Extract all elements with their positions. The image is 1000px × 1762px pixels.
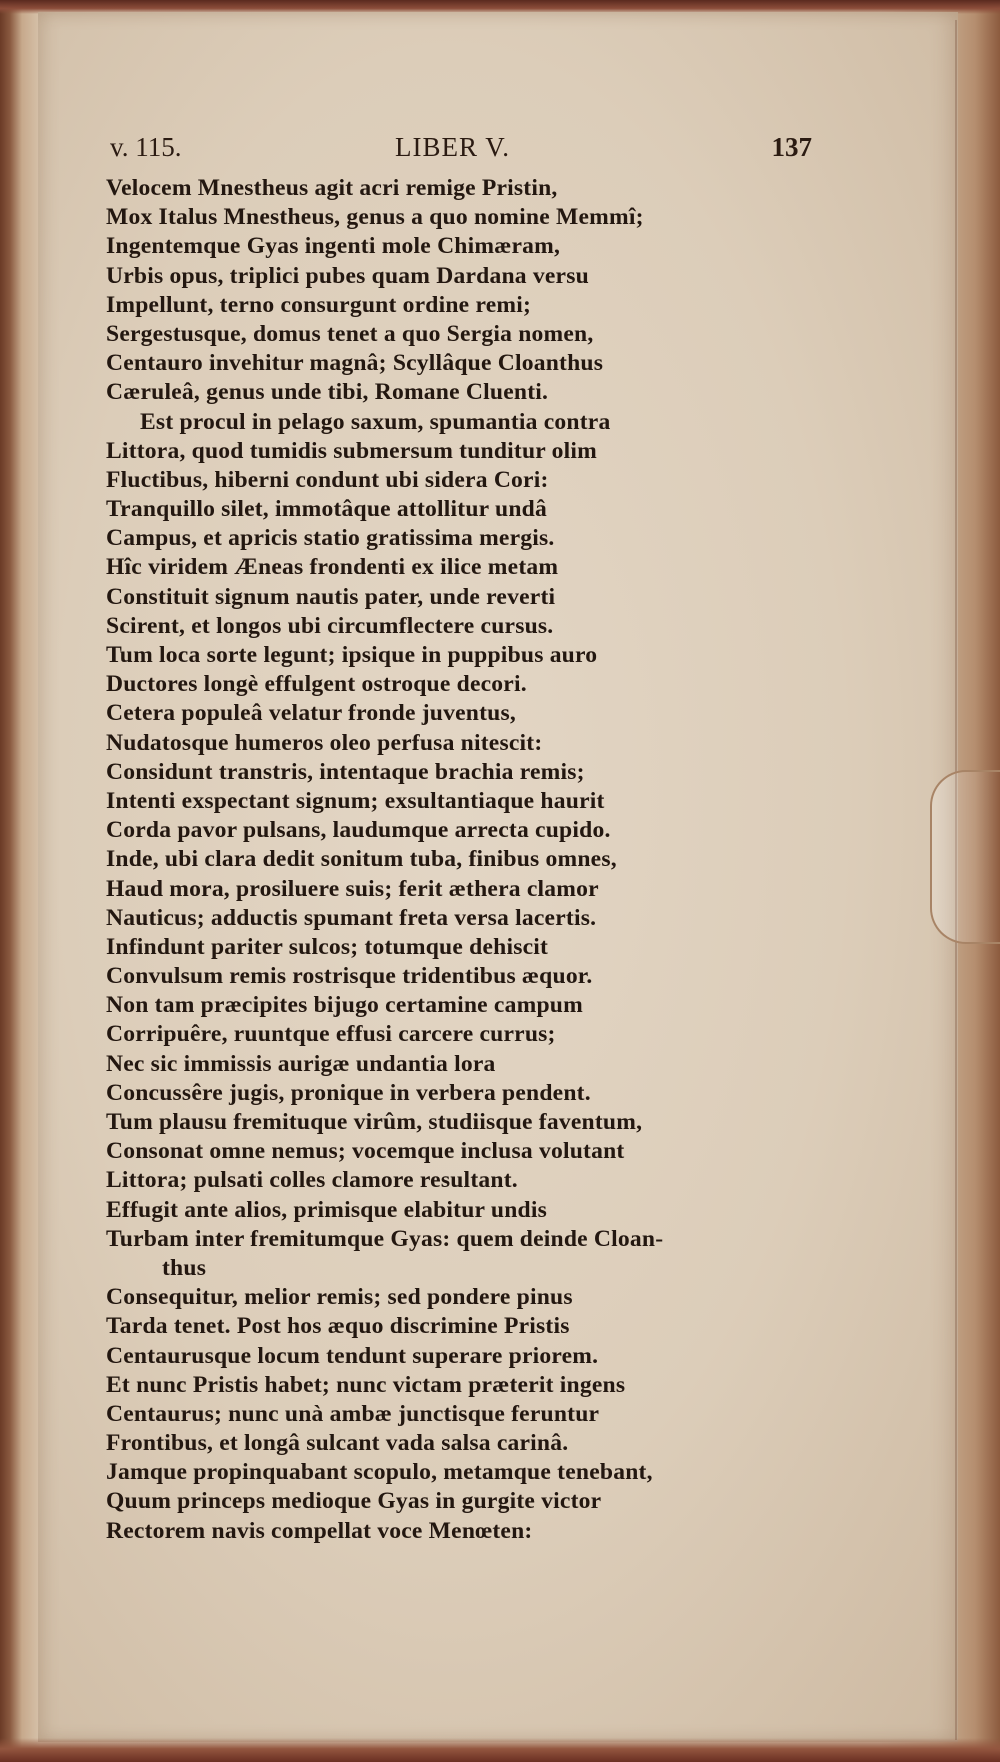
verse-line: Impellunt, terno consurgunt ordine remi;	[106, 291, 532, 318]
verse-line: Turbam inter fremitumque Gyas: quem deinde Cloan-	[106, 1225, 664, 1252]
verse-line: Rectorem navis compellat voce Menœten:	[106, 1517, 533, 1544]
verse-line: Urbis opus, triplici pubes quam Dardana versu	[106, 262, 589, 289]
verse-line: Tarda tenet. Post hos æquo discrimine Pristis	[106, 1313, 570, 1340]
verse-line: Sergestusque, domus tenet a quo Sergia nomen,	[106, 320, 594, 347]
verse-line: Corripuêre, ruuntque effusi carcere currus;	[106, 1021, 556, 1048]
verse-line: Tum loca sorte legunt; ipsique in puppibus auro	[106, 642, 598, 668]
verse-line: Consequitur, melior remis; sed pondere pinus	[106, 1284, 573, 1311]
verse-line: Consonat omne nemus; vocemque inclusa volutant	[106, 1138, 625, 1165]
verse-line: Constituit signum nautis pater, unde reverti	[106, 583, 556, 610]
book-title: LIBER V.	[395, 132, 511, 162]
verse-line: Campus, et apricis statio gratissima mergis.	[106, 525, 555, 552]
verse-line: Non tam præcipites bijugo certamine campum	[106, 992, 583, 1019]
verse-line: Jamque propinquabant scopulo, metamque tenebant,	[106, 1459, 653, 1486]
verse-line: Velocem Mnestheus agit acri remige Pristin,	[106, 175, 558, 201]
verse-line: Est procul in pelago saxum, spumantia contra	[140, 408, 611, 435]
page-tab-mark	[930, 770, 1000, 944]
verse-line: Centaurus; nunc unà ambæ junctisque feruntur	[106, 1400, 600, 1427]
verse-line: Intenti exspectant signum; exsultantiaque haurit	[106, 787, 605, 814]
verse-line: Nec sic immissis aurigæ undantia lora	[106, 1050, 496, 1077]
verse-line: Effugit ante alios, primisque elabitur undis	[106, 1196, 547, 1223]
verse-line: Considunt transtris, intentaque brachia remis;	[106, 758, 585, 785]
verse-line: Concussêre jugis, pronique in verbera pendent.	[106, 1079, 591, 1106]
page-header	[110, 132, 812, 172]
verse-line: Centauro invehitur magnâ; Scyllâque Cloanthus	[106, 350, 604, 377]
page-paper	[38, 12, 958, 1742]
verse-line: Corda pavor pulsans, laudumque arrecta cupido.	[106, 817, 611, 844]
page-number: 137	[771, 132, 812, 162]
verse-line: Centaurusque locum tendunt superare priorem.	[106, 1342, 599, 1369]
verse-line: Quum princeps medioque Gyas in gurgite victor	[106, 1488, 602, 1515]
bottom-binding-edge	[0, 1738, 1000, 1762]
verse-line: Nauticus; adductis spumant freta versa lacertis.	[106, 904, 597, 931]
verse-line: Littora, quod tumidis submersum tunditur olim	[106, 437, 598, 464]
verse-line: Cæruleâ, genus unde tibi, Romane Cluenti.	[106, 379, 549, 406]
verse-line: Mox Italus Mnestheus, genus a quo nomine Memmî;	[106, 204, 644, 231]
verse-line: thus	[162, 1254, 207, 1281]
verse-line: Nudatosque humeros oleo perfusa nitescit:	[106, 729, 543, 756]
verse-line: Frontibus, et longâ sulcant vada salsa carinâ.	[106, 1430, 569, 1457]
verse-reference: v. 115.	[110, 132, 182, 162]
verse-line: Infindunt pariter sulcos; totumque dehiscit	[106, 933, 549, 960]
verse-line: Tum plausu fremituque virûm, studiisque faventum,	[106, 1109, 643, 1135]
verse-line: Ductores longè effulgent ostroque decori.	[106, 671, 527, 698]
verse-line: Et nunc Pristis habet; nunc victam præterit ingens	[106, 1371, 626, 1398]
verse-line: Fluctibus, hiberni condunt ubi sidera Cori:	[106, 466, 549, 493]
verse-line: Littora; pulsati colles clamore resultant.	[106, 1167, 518, 1194]
verse-line: Cetera populeâ velatur fronde juventus,	[106, 700, 516, 727]
verse-line: Tranquillo silet, immotâque attollitur undâ	[106, 496, 547, 523]
verse-line: Ingentemque Gyas ingenti mole Chimæram,	[106, 233, 561, 260]
verse-text	[106, 174, 826, 1546]
verse-line: Haud mora, prosiluere suis; ferit æthera clamor	[106, 875, 599, 902]
verse-line: Scirent, et longos ubi circumflectere cursus.	[106, 612, 554, 639]
verse-line: Inde, ubi clara dedit sonitum tuba, finibus omnes,	[106, 846, 617, 873]
verse-line: Hîc viridem Æneas frondenti ex ilice metam	[106, 554, 559, 581]
verse-line: Convulsum remis rostrisque tridentibus æquor.	[106, 963, 593, 990]
